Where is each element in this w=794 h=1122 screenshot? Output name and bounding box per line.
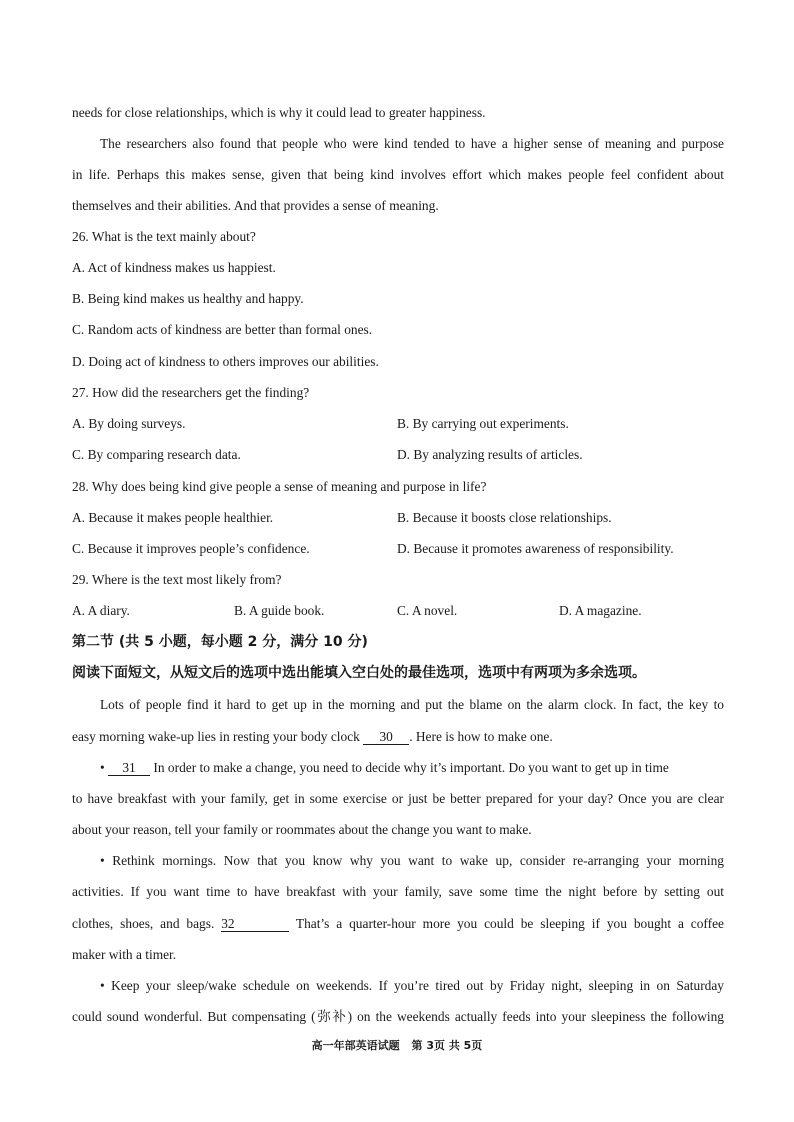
bullet: • bbox=[100, 760, 105, 775]
q27-option-b: B. By carrying out experiments. bbox=[397, 416, 569, 431]
section-instruction: 阅读下面短文，从短文后的选项中选出能填入空白处的最佳选项，选项中有两项为多余选项。 bbox=[72, 665, 646, 681]
q28-option-d: D. Because it promotes awareness of responsibility. bbox=[397, 541, 674, 556]
q29-option-b: B. A guide book. bbox=[234, 603, 325, 618]
q26-option-a: A. Act of kindness makes us happiest. bbox=[72, 260, 276, 275]
passage-line: about your reason, tell your family or roommates about the change you want to make. bbox=[72, 822, 532, 837]
passage-line: needs for close relationships, which is why it could lead to greater happiness. bbox=[72, 105, 486, 120]
question-27-stem: 27. How did the researchers get the finding? bbox=[72, 385, 310, 400]
passage-line bbox=[72, 728, 553, 746]
passage-line bbox=[72, 915, 724, 933]
footer-page-number: 第 3页 共 5页 bbox=[411, 1039, 483, 1052]
page-footer bbox=[0, 1037, 794, 1053]
passage-text: clothes, shoes, and bags. bbox=[72, 916, 222, 931]
passage-text: easy morning wake-up lies in resting your body clock bbox=[72, 729, 364, 744]
blank-30[interactable]: 30 bbox=[363, 730, 409, 745]
question-29-stem: 29. Where is the text most likely from? bbox=[72, 572, 282, 587]
passage-line: in life. Perhaps this makes sense, given that being kind involves effort which makes people feel confident about bbox=[72, 167, 724, 182]
passage-text: . Here is how to make one. bbox=[409, 729, 553, 744]
q28-option-c: C. Because it improves people’s confidence. bbox=[72, 541, 310, 556]
q29-option-a: A. A diary. bbox=[72, 603, 130, 618]
passage-line: The researchers also found that people who were kind tended to have a higher sense of meaning and purpose bbox=[100, 136, 724, 151]
passage-line: activities. If you want time to have breakfast with your family, save some time the night before by setting out bbox=[72, 884, 724, 899]
q27-option-a: A. By doing surveys. bbox=[72, 416, 186, 431]
passage-line: themselves and their abilities. And that provides a sense of meaning. bbox=[72, 198, 439, 213]
q27-option-c: C. By comparing research data. bbox=[72, 447, 241, 462]
question-26-stem: 26. What is the text mainly about? bbox=[72, 229, 256, 244]
blank-31[interactable]: 31 bbox=[108, 761, 150, 776]
q27-option-d: D. By analyzing results of articles. bbox=[397, 447, 583, 462]
footer-title: 高一年部英语试题 bbox=[311, 1039, 400, 1052]
section-heading: 第二节 (共 5 小题，每小题 2 分，满分 10 分) bbox=[72, 634, 368, 650]
q26-option-d: D. Doing act of kindness to others improves our abilities. bbox=[72, 354, 379, 369]
question-28-stem: 28. Why does being kind give people a sense of meaning and purpose in life? bbox=[72, 479, 487, 494]
q28-option-b: B. Because it boosts close relationships. bbox=[397, 510, 612, 525]
q26-option-b: B. Being kind makes us healthy and happy. bbox=[72, 291, 304, 306]
passage-line: • Keep your sleep/wake schedule on weekends. If you’re tired out by Friday night, sleeping in on Saturday bbox=[100, 978, 724, 993]
q29-option-c: C. A novel. bbox=[397, 603, 458, 618]
passage-text: In order to make a change, you need to decide why it’s important. Do you want to get up in time bbox=[150, 760, 669, 775]
q28-option-a: A. Because it makes people healthier. bbox=[72, 510, 274, 525]
blank-32[interactable]: 32 bbox=[221, 917, 289, 932]
passage-line: to have breakfast with your family, get in some exercise or just be better prepared for your day? Once you are clear bbox=[72, 791, 724, 806]
passage-text: That’s a quarter-hour more you could be sleeping if you bought a coffee bbox=[295, 916, 724, 931]
q26-option-c: C. Random acts of kindness are better than formal ones. bbox=[72, 322, 373, 337]
passage-line bbox=[72, 759, 724, 777]
passage-line: maker with a timer. bbox=[72, 947, 177, 962]
passage-line: Lots of people find it hard to get up in the morning and put the blame on the alarm clock. In fact, the key to bbox=[100, 697, 724, 712]
passage-line: could sound wonderful. But compensating (弥补) on the weekends actually feeds into your sleepiness the following bbox=[72, 1009, 724, 1024]
q29-option-d: D. A magazine. bbox=[559, 603, 642, 618]
passage-line: • Rethink mornings. Now that you know why you want to wake up, consider re-arranging your morning bbox=[100, 853, 724, 868]
